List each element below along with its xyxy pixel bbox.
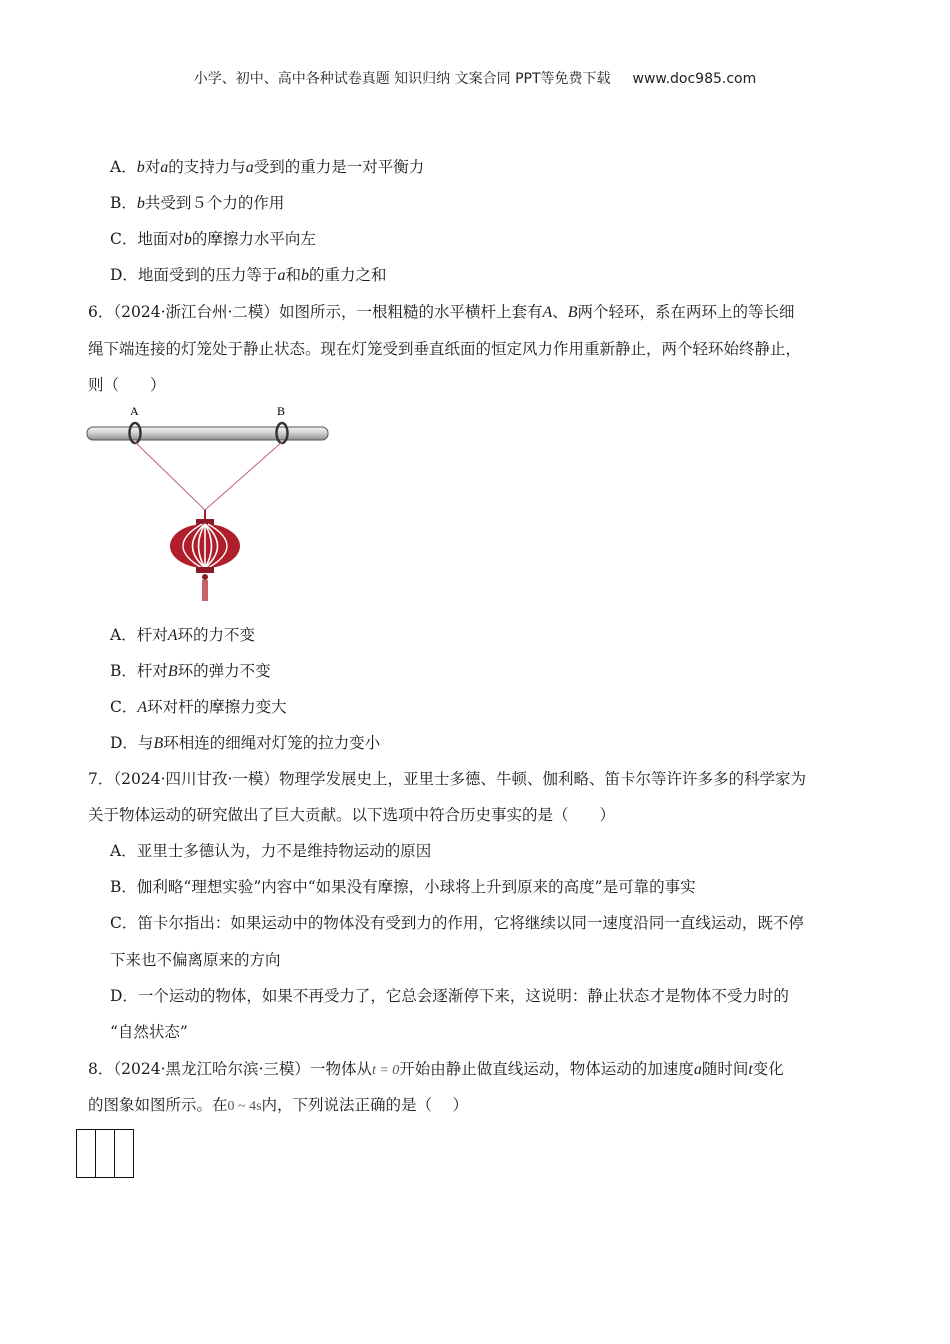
q6-stem-line3: 则（ ） xyxy=(88,376,166,394)
lantern-figure xyxy=(84,400,334,605)
q7-stem-line2: 关于物体运动的研究做出了巨大贡献。以下选项中符合历史事实的是（ ） xyxy=(88,806,616,824)
q5-option-d[interactable]: D．地面受到的压力等于a和b的重力之和 xyxy=(110,266,387,284)
q8-stem-line1: 8．（2024·黑龙江哈尔滨·三模）一物体从t = 0开始由静止做直线运动，物体运动的加速度a随时间t变化 xyxy=(88,1060,784,1078)
q7-option-c-cont: 下来也不偏离原来的方向 xyxy=(110,951,281,969)
q7-option-b[interactable]: B．伽利略“理想实验”内容中“如果没有摩擦，小球将上升到原来的高度”是可靠的事实 xyxy=(110,878,696,896)
q5-option-a[interactable]: A．b对a的支持力与a受到的重力是一对平衡力 xyxy=(110,158,425,176)
q5-option-b[interactable]: B．b共受到５个力的作用 xyxy=(110,194,285,212)
q5-option-c[interactable]: C．地面对b的摩擦力水平向左 xyxy=(110,230,316,248)
ring-b-label: B xyxy=(277,404,286,418)
ring-a-label: A xyxy=(130,404,139,418)
header-text: 小学、初中、高中各种试卷真题 知识归纳 文案合同 PPT等免费下载 xyxy=(193,71,611,87)
page-header xyxy=(0,68,950,88)
string-b xyxy=(205,442,282,510)
q6-option-d[interactable]: D．与B环相连的细绳对灯笼的拉力变小 xyxy=(110,734,381,752)
q8-stem-line2: 的图象如图所示。在0 ~ 4s内，下列说法正确的是（ ） xyxy=(88,1096,468,1114)
q6-option-c[interactable]: C．A环对杆的摩擦力变大 xyxy=(110,698,287,716)
box xyxy=(114,1129,134,1178)
q6-stem-line2: 绳下端连接的灯笼处于静止状态。现在灯笼受到垂直纸面的恒定风力作用重新静止，两个轻环始终静止， xyxy=(88,340,802,358)
horizontal-rod xyxy=(87,427,328,440)
box xyxy=(76,1129,95,1178)
lantern xyxy=(170,510,240,601)
q7-option-a[interactable]: A．亚里士多德认为，力不是维持物运动的原因 xyxy=(110,842,432,860)
q6-stem-line1: 6．（2024·浙江台州·二模）如图所示，一根粗糙的水平横杆上套有A、B两个轻环，系在两环上的等长细 xyxy=(88,303,795,321)
q7-option-d[interactable]: D．一个运动的物体，如果不再受力了，它总会逐渐停下来，这说明：静止状态才是物体不受力时的 xyxy=(110,987,789,1005)
q7-option-d-cont: “自然状态” xyxy=(110,1023,188,1041)
q6-option-a[interactable]: A．杆对A环的力不变 xyxy=(110,626,255,644)
box xyxy=(95,1129,114,1178)
q7-option-c[interactable]: C．笛卡尔指出：如果运动中的物体没有受到力的作用，它将继续以同一速度沿同一直线运动，既不停 xyxy=(110,914,804,932)
q8-figure-placeholder xyxy=(76,1129,134,1178)
header-site[interactable]: www.doc985.com xyxy=(632,71,757,87)
string-a xyxy=(135,442,205,510)
q6-option-b[interactable]: B．杆对B环的弹力不变 xyxy=(110,662,271,680)
q7-stem-line1: 7．（2024·四川甘孜·一模）物理学发展史上，亚里士多德、牛顿、伽利略、笛卡尔等许许多多的科学家为 xyxy=(88,770,806,788)
